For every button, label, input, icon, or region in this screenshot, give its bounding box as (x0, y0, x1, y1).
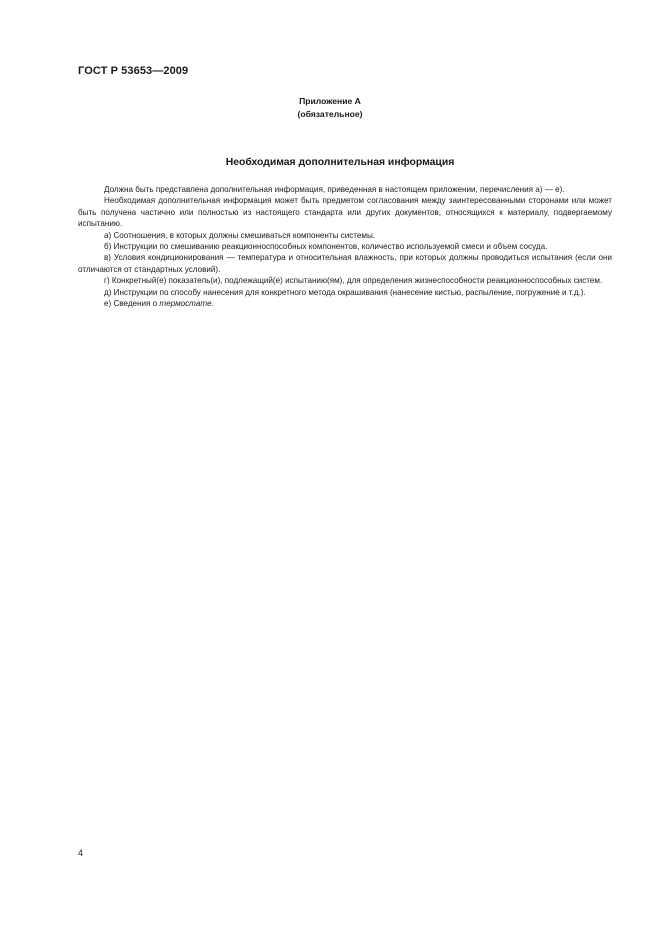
list-item-a: а) Соотношения, в которых должны смешиваться компоненты системы. (104, 230, 376, 240)
annex-status: (обязательное) (297, 109, 363, 119)
annex-heading (200, 95, 460, 121)
list-item-e-prefix: е) Сведения о (104, 299, 160, 309)
annex-title: Приложение А (299, 96, 361, 106)
section-title: Необходимая дополнительная информация (225, 157, 455, 168)
list-item-e (78, 298, 612, 309)
list-item-g: г) Конкретный(е) показатель(и), подлежащий(е) испытанию(ям), для определения жизнеспособности реакционноспособных систем. (104, 276, 603, 286)
paragraph-agreement: Необходимая дополнительная информация может быть предметом согласования между заинтересованными сторонами или может быть получена частично или полностью из настоящего стандарта или других документов, относящихся к материалу, подвергаемому испытанию. (78, 196, 612, 229)
list-item-e-term: термостате (159, 299, 212, 309)
list-item-b: б) Инструкции по смешиванию реакционноспособных компонентов, количество используемой смеси и объем сосуда. (104, 242, 548, 252)
paragraph-intro: Должна быть представлена дополнительная информация, приведенная в настоящем приложении, перечисления а) — е). (104, 185, 565, 194)
list-item-v: в) Условия кондиционирования — температура и относительная влажность, при которых должны проводиться испытания (если они отличаются от стандартных условий). (78, 253, 612, 274)
document-code: ГОСТ Р 53653—2009 (78, 65, 189, 77)
page-number: 4 (78, 848, 84, 858)
list-item-d: д) Инструкции по способу нанесения для конкретного метода окрашивания (нанесение кистью, распыление, погружение и т.д.). (104, 287, 586, 297)
body-text (78, 184, 612, 309)
list-item-e-suffix: . (211, 299, 214, 309)
